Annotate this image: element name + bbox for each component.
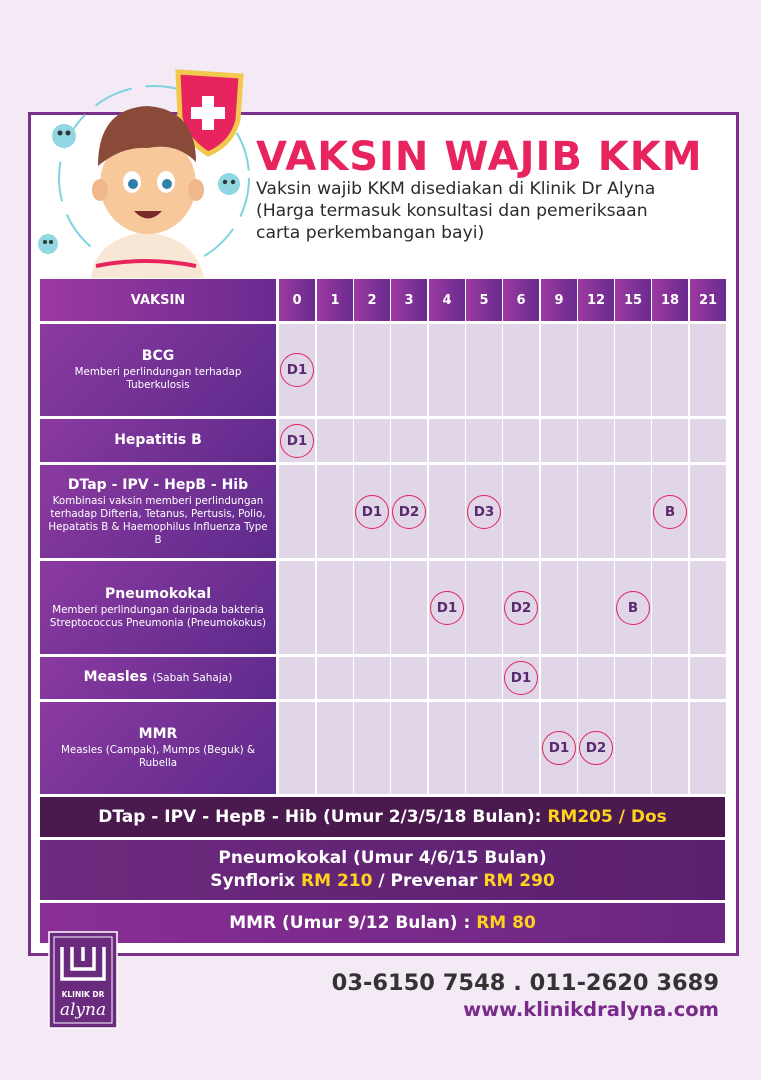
vaccine-name-text: Hepatitis B	[114, 432, 202, 448]
vaccine-label	[40, 419, 276, 462]
header-vaksin: VAKSIN	[40, 279, 276, 321]
schedule-cell	[429, 419, 465, 462]
vaccine-name-text: BCG	[141, 348, 175, 364]
header-age-6: 6	[503, 279, 539, 321]
price-mmr-text: MMR (Umur 9/12 Bulan) :	[229, 912, 477, 933]
schedule-cell	[615, 702, 651, 794]
schedule-cell	[354, 657, 390, 699]
price-mmr-line	[229, 912, 536, 935]
schedule-cell	[317, 465, 353, 558]
dose-marker: D1	[355, 495, 389, 529]
schedule-cell	[503, 465, 539, 558]
vaccine-name-text: MMR	[138, 726, 178, 742]
schedule-cell	[615, 419, 651, 462]
schedule-cell	[466, 702, 502, 794]
schedule-cell	[317, 419, 353, 462]
schedule-cell	[354, 419, 390, 462]
dose-marker: D2	[392, 495, 426, 529]
schedule-cell	[391, 419, 427, 462]
header-age-2: 2	[354, 279, 390, 321]
subtitle-line-1: Vaksin wajib KKM disediakan di Klinik Dr Alyna	[256, 179, 656, 199]
header-age-12: 12	[578, 279, 614, 321]
schedule-cell	[690, 702, 726, 794]
price-dtap-amount: RM205 / Dos	[547, 806, 667, 827]
schedule-cell	[429, 702, 465, 794]
schedule-cell	[578, 465, 614, 558]
vaccine-name	[139, 726, 178, 743]
price-mmr-amount: RM 80	[476, 912, 536, 933]
schedule-cell	[541, 419, 577, 462]
vaccine-name-text: DTap - IPV - HepB - Hib	[67, 476, 249, 493]
subtitle-line-3: carta perkembangan bayi)	[256, 223, 485, 243]
header-age-4: 4	[429, 279, 465, 321]
schedule-cell	[391, 561, 427, 654]
schedule-cell	[615, 465, 651, 558]
schedule-cell	[466, 419, 502, 462]
dose-marker: D1	[280, 353, 314, 387]
vaccine-label	[40, 324, 276, 416]
klinik-logo	[48, 931, 118, 1029]
vaccine-note: (Sabah Sahaja)	[152, 672, 233, 684]
schedule-cell	[429, 324, 465, 416]
schedule-cell	[503, 324, 539, 416]
schedule-cell	[578, 419, 614, 462]
vaccine-label	[40, 465, 276, 558]
price-pneumo-line2	[210, 870, 555, 893]
schedule-cell	[541, 465, 577, 558]
schedule-cell	[354, 702, 390, 794]
dose-marker: D1	[504, 661, 538, 695]
vaccine-name	[84, 669, 233, 687]
schedule-cell	[503, 702, 539, 794]
schedule-cell	[391, 702, 427, 794]
schedule-cell	[279, 657, 315, 699]
dose-marker: D1	[430, 591, 464, 625]
schedule-cell	[541, 657, 577, 699]
vaccine-name-text: Measles	[83, 669, 148, 685]
schedule-cell	[578, 657, 614, 699]
vaccine-description: Memberi perlindungan daripada bakteria Streptococcus Pneumonia (Pneumokokus)	[49, 603, 267, 629]
vaccine-description: Kombinasi vaksin memberi perlindungan terhadap Difteria, Tetanus, Pertusis, Polio, Hepatatis B & Haemophilus Influenza Type B	[48, 494, 268, 546]
schedule-cell	[652, 702, 688, 794]
header-age-0: 0	[279, 279, 315, 321]
schedule-cell	[578, 561, 614, 654]
schedule-cell	[615, 657, 651, 699]
dose-marker: B	[616, 591, 650, 625]
price-synflorix-label: Synflorix	[210, 871, 302, 891]
schedule-cell	[466, 657, 502, 699]
dose-marker: D1	[280, 424, 314, 458]
price-dtap-text: DTap - IPV - HepB - Hib (Umur 2/3/5/18 Bulan):	[98, 806, 548, 827]
vaccine-name	[114, 432, 202, 449]
schedule-cell	[429, 465, 465, 558]
schedule-cell	[541, 324, 577, 416]
logo-line1: KLINIK DR	[61, 990, 105, 999]
dose-marker: D2	[504, 591, 538, 625]
schedule-cell	[429, 657, 465, 699]
schedule-cell	[690, 561, 726, 654]
schedule-cell	[354, 561, 390, 654]
contact-website[interactable]: www.klinikdralyna.com	[463, 998, 719, 1021]
schedule-cell	[652, 561, 688, 654]
header-age-21: 21	[690, 279, 726, 321]
schedule-cell	[279, 465, 315, 558]
header-age-1: 1	[317, 279, 353, 321]
vaccine-description: Memberi perlindungan terhadap Tuberkulosis	[74, 366, 242, 391]
dose-marker: D1	[542, 731, 576, 765]
price-dtap	[40, 797, 725, 837]
schedule-cell	[578, 324, 614, 416]
schedule-cell	[503, 419, 539, 462]
schedule-cell	[391, 657, 427, 699]
schedule-cell	[466, 561, 502, 654]
price-pneumo-line1: Pneumokokal (Umur 4/6/15 Bulan)	[218, 848, 547, 868]
schedule-cell	[317, 657, 353, 699]
dose-marker: B	[653, 495, 687, 529]
child-illustration	[36, 66, 261, 278]
schedule-cell	[317, 561, 353, 654]
subtitle-line-2: (Harga termasuk konsultasi dan pemeriksaan	[256, 201, 648, 221]
vaccine-name	[105, 586, 211, 603]
header-age-18: 18	[652, 279, 688, 321]
price-prevenar-label: / Prevenar	[372, 871, 484, 891]
dose-marker: D2	[579, 731, 613, 765]
schedule-cell	[391, 324, 427, 416]
contact-phone[interactable]: 03-6150 7548 . 011-2620 3689	[331, 970, 719, 996]
logo-line2: alyna	[59, 1000, 107, 1020]
vaccine-name	[142, 348, 174, 365]
dose-marker: D3	[467, 495, 501, 529]
vaccine-label	[40, 657, 276, 699]
header-age-9: 9	[541, 279, 577, 321]
vaccine-label	[40, 561, 276, 654]
schedule-cell	[317, 324, 353, 416]
price-pneumokokal	[40, 840, 725, 900]
schedule-cell	[317, 702, 353, 794]
schedule-cell	[690, 324, 726, 416]
price-synflorix-amount: RM 210	[301, 871, 373, 891]
schedule-cell	[279, 561, 315, 654]
price-prevenar-amount: RM 290	[483, 871, 555, 891]
price-dtap-line	[98, 806, 667, 829]
price-mmr	[40, 903, 725, 943]
schedule-cell	[615, 324, 651, 416]
vaccine-description: Measles (Campak), Mumps (Beguk) & Rubella	[60, 744, 256, 769]
vaccine-name	[68, 477, 248, 494]
schedule-cell	[466, 324, 502, 416]
page-subtitle	[256, 178, 726, 244]
header-age-15: 15	[615, 279, 651, 321]
schedule-cell	[652, 657, 688, 699]
schedule-cell	[690, 657, 726, 699]
header-age-5: 5	[466, 279, 502, 321]
schedule-cell	[354, 324, 390, 416]
vaccine-name-text: Pneumokokal	[104, 585, 211, 602]
schedule-cell	[690, 465, 726, 558]
page-title: VAKSIN WAJIB KKM	[256, 134, 703, 180]
schedule-cell	[690, 419, 726, 462]
schedule-cell	[279, 702, 315, 794]
vaccine-label	[40, 702, 276, 794]
schedule-cell	[541, 561, 577, 654]
schedule-cell	[652, 324, 688, 416]
schedule-cell	[652, 419, 688, 462]
header-age-3: 3	[391, 279, 427, 321]
